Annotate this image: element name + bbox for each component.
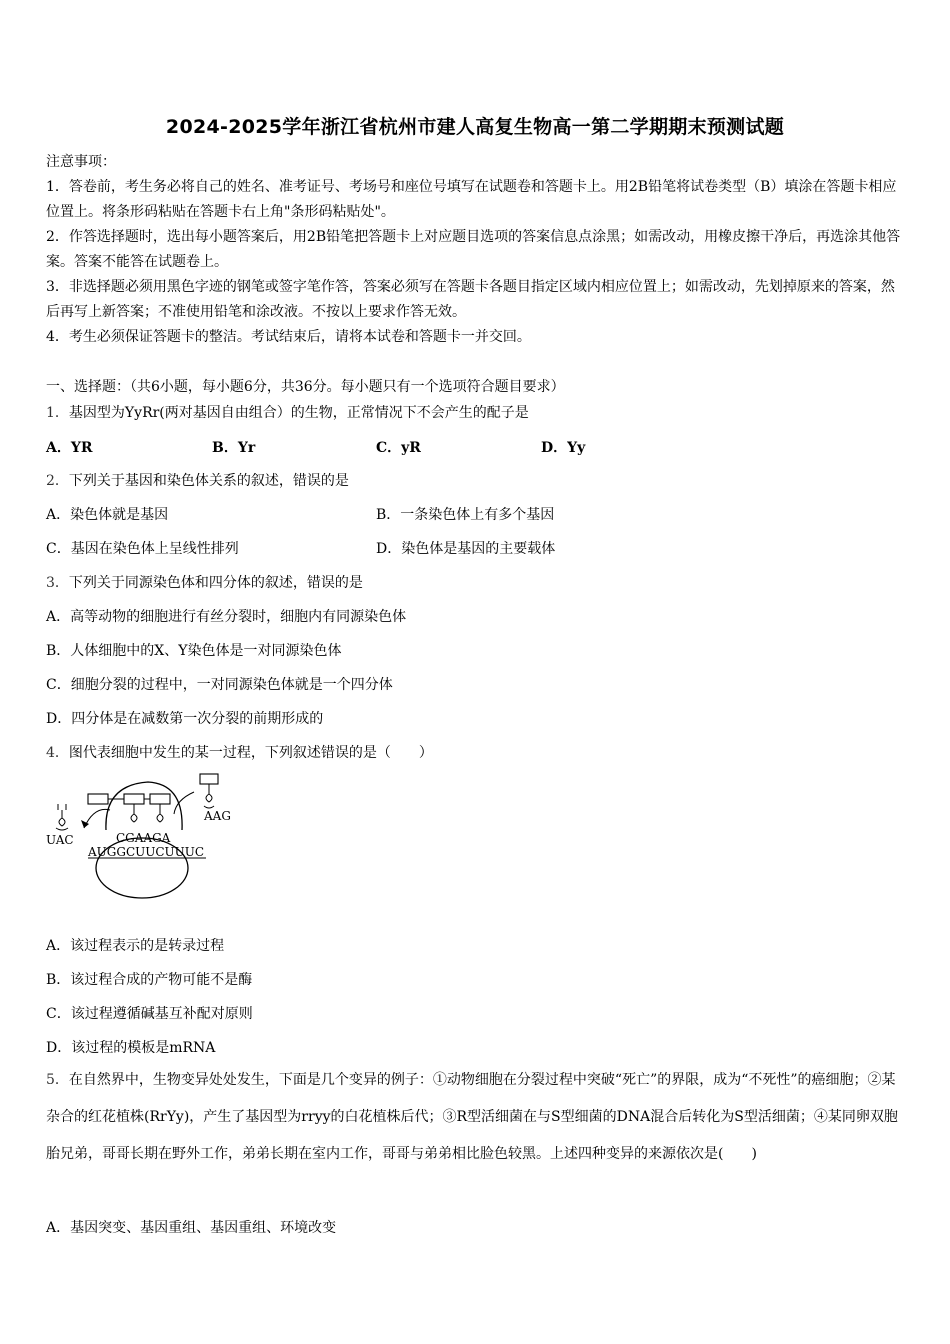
mrna-sequence: AUGGCUUCUUUC <box>88 845 205 859</box>
question-4 <box>46 742 433 762</box>
notice-item: 3．非选择题必须用黑色字迹的钢笔或签字笔作答，答案必须写在答题卡各题目指定区域内相应位置上；如需改动，先划掉原来的答案，然后再写上新答案；不准使用铅笔和涂改液。不按以上要求作答无效。 <box>46 279 895 320</box>
question-stem: 图代表细胞中发生的某一过程，下列叙述错误的是（ ） <box>68 745 433 761</box>
question-stem: 下列关于基因和染色体关系的叙述，错误的是 <box>68 473 349 489</box>
question-number: 2． <box>46 473 69 489</box>
question-2 <box>46 470 349 490</box>
q5-option-a: A．基因突变、基因重组、基因重组、环境改变 <box>46 1220 337 1236</box>
question-number: 1． <box>46 405 69 421</box>
codon-label-uac: UAC <box>46 833 74 847</box>
q4-option-d: D．该过程的模板是mRNA <box>46 1040 216 1056</box>
q1-option-d: D．Yy <box>541 440 586 456</box>
amino-acid-2 <box>124 794 144 804</box>
q3-option-d: D．四分体是在减数第一次分裂的前期形成的 <box>46 711 324 727</box>
notice-block <box>46 150 908 350</box>
q3-option-b: B．人体细胞中的X、Y染色体是一对同源染色体 <box>46 643 342 659</box>
q3-option-c: C．细胞分裂的过程中，一对同源染色体就是一个四分体 <box>46 677 393 693</box>
question-stem: 下列关于同源染色体和四分体的叙述，错误的是 <box>68 575 363 591</box>
q4-option-a: A．该过程表示的是转录过程 <box>46 938 225 954</box>
q4-option-c: C．该过程遵循碱基互补配对原则 <box>46 1006 253 1022</box>
notice-heading: 注意事项： <box>46 154 116 170</box>
codon-label-aag: AAG <box>204 809 231 823</box>
notice-item: 1．答卷前，考生务必将自己的姓名、准考证号、考场号和座位号填写在试题卷和答题卡上。用2B铅笔将试卷类型（B）填涂在答题卡相应位置上。将条形码粘贴在答题卡右上角"条形码粘贴处"。 <box>46 179 897 220</box>
notice-item: 4．考生必须保证答题卡的整洁。考试结束后，请将本试卷和答题卡一并交回。 <box>46 329 531 345</box>
ribosome-large-subunit <box>106 782 182 830</box>
q1-option-b: B．Yr <box>212 440 256 456</box>
q2-option-d: D．染色体是基因的主要载体 <box>376 541 556 557</box>
q2-option-b: B．一条染色体上有多个基因 <box>376 507 555 523</box>
question-3 <box>46 572 363 592</box>
q2-option-c: C．基因在染色体上呈线性排列 <box>46 541 239 557</box>
anticodon-sequence: CGAAGA <box>116 831 171 845</box>
translation-diagram <box>44 770 231 900</box>
q4-option-b: B．该过程合成的产物可能不是酶 <box>46 972 253 988</box>
q3-option-a: A．高等动物的细胞进行有丝分裂时，细胞内有同源染色体 <box>46 609 407 625</box>
amino-acid-1 <box>88 794 108 804</box>
question-number: 3． <box>46 575 69 591</box>
question-5 <box>46 1062 904 1173</box>
question-number: 5． <box>46 1072 69 1088</box>
question-stem: 基因型为YyRr(两对基因自由组合）的生物，正常情况下不会产生的配子是 <box>68 405 529 421</box>
question-number: 4． <box>46 745 69 761</box>
question-stem: 在自然界中，生物变异处处发生，下面是几个变异的例子：①动物细胞在分裂过程中突破“死亡”的界限，成为“不死性”的癌细胞；②某杂合的红花植株(RrYy)，产生了基因型为rryy的白花植株后代；③R型活细菌在与S型细菌的DNA混合后转化为S型活细菌；④某同卵双胞胎兄弟，哥哥长期在野外工作，弟弟长期在室内工作，哥哥与弟弟相比脸色较黑。上述四种变异的来源依次是( ) <box>46 1072 898 1162</box>
section-heading: 一、选择题：（共6小题，每小题6分，共36分。每小题只有一个选项符合题目要求） <box>46 379 565 395</box>
q1-option-c: C．yR <box>376 440 421 456</box>
q1-option-a: A．YR <box>46 440 93 456</box>
q2-option-a: A．染色体就是基因 <box>46 507 169 523</box>
page-title: 2024-2025学年浙江省杭州市建人高复生物高一第二学期期末预测试题 <box>165 116 785 138</box>
amino-acid-3 <box>150 794 170 804</box>
notice-item: 2．作答选择题时，选出每小题答案后，用2B铅笔把答题卡上对应题目选项的答案信息点涂黑；如需改动，用橡皮擦干净后，再选涂其他答案。答案不能答在试题卷上。 <box>46 229 901 270</box>
question-1 <box>46 402 529 422</box>
